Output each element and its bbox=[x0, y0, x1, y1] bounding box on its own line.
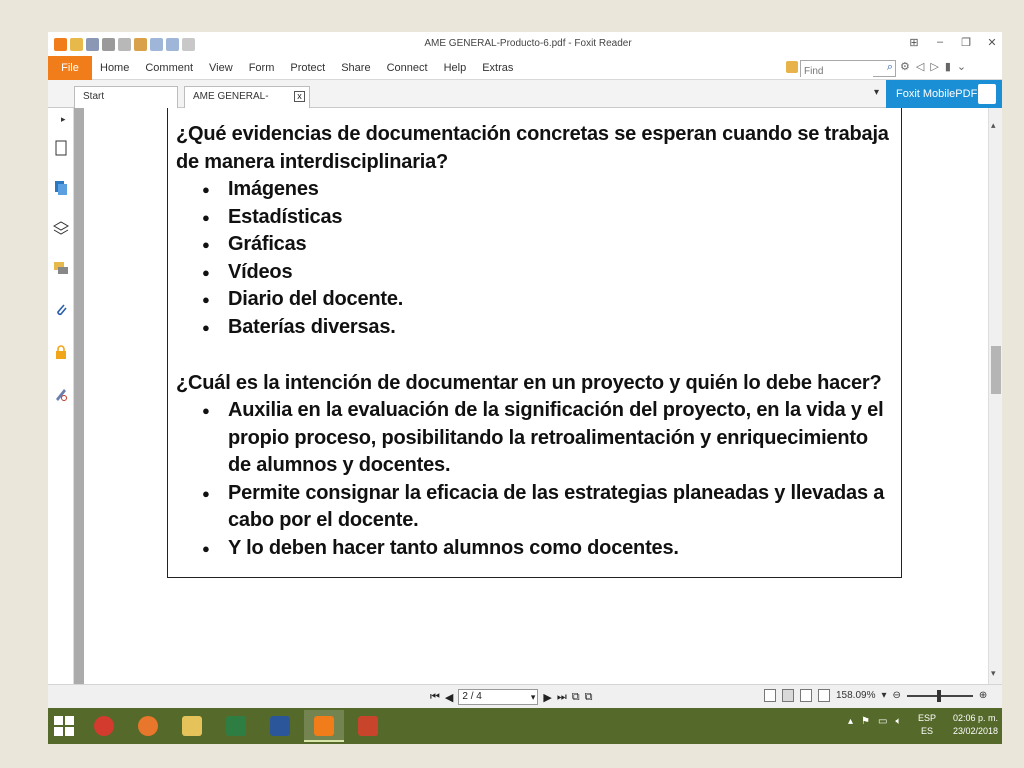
page-navigation bbox=[430, 689, 592, 705]
zoom-level[interactable]: 158.09% bbox=[836, 690, 876, 701]
menu-view[interactable]: View bbox=[209, 62, 233, 74]
redo-icon[interactable] bbox=[166, 38, 179, 51]
layers-icon[interactable] bbox=[53, 220, 69, 236]
open-icon[interactable] bbox=[70, 38, 83, 51]
window-title: AME GENERAL-Producto-6.pdf - Foxit Reader bbox=[424, 38, 632, 49]
previous-icon[interactable]: ◁ bbox=[915, 61, 925, 73]
pages-icon[interactable] bbox=[53, 180, 69, 196]
page-number-field[interactable]: 2 / 4 ▾ bbox=[458, 689, 538, 705]
taskbar-excel[interactable] bbox=[216, 710, 256, 742]
menu-comment[interactable]: Comment bbox=[145, 62, 194, 74]
tab-document[interactable] bbox=[184, 86, 310, 108]
customize-toolbar-icon[interactable] bbox=[182, 38, 195, 51]
skin-icon[interactable]: ▮ bbox=[944, 61, 951, 73]
clock[interactable] bbox=[944, 712, 998, 738]
single-page-icon[interactable] bbox=[764, 689, 776, 702]
list-item: ● Auxilia en la evaluación de la significación del proyecto, en la vida y el propio proceso, posibilitando la retroalimentación y enriquecimiento de alumnos y docentes. bbox=[200, 397, 895, 480]
zoom-controls bbox=[764, 689, 987, 702]
save-icon[interactable] bbox=[86, 38, 99, 51]
tab-document-label: AME GENERAL- bbox=[193, 91, 269, 102]
language-code: ESP bbox=[918, 713, 937, 723]
maximize-icon[interactable]: ❐ bbox=[961, 37, 971, 49]
taskbar-word[interactable] bbox=[260, 710, 300, 742]
previous-view-icon[interactable]: ⧉ bbox=[571, 690, 580, 703]
quick-access-toolbar bbox=[54, 36, 195, 52]
firefox-icon bbox=[138, 716, 158, 736]
comments-icon[interactable] bbox=[53, 260, 69, 276]
find-box bbox=[800, 60, 896, 77]
show-hidden-icons-icon[interactable]: ▴ bbox=[848, 716, 854, 727]
question-1: ¿Qué evidencias de documentación concretas se esperan cuando se trabaja de manera interdisciplinaria? bbox=[176, 123, 889, 173]
lock-icon[interactable] bbox=[53, 344, 69, 360]
facing-page-icon[interactable] bbox=[800, 689, 812, 702]
mobile-device-icon bbox=[978, 84, 996, 104]
menu-home[interactable]: Home bbox=[100, 62, 130, 74]
signature-icon[interactable] bbox=[53, 386, 69, 402]
zoom-out-icon[interactable]: ⊖ bbox=[892, 690, 901, 701]
foxit-mobilepdf-button[interactable] bbox=[886, 80, 1002, 108]
zoom-in-icon[interactable]: ⊕ bbox=[978, 690, 988, 701]
menu-help[interactable]: Help bbox=[443, 62, 467, 74]
chrome-icon bbox=[94, 716, 114, 736]
taskbar-foxit-reader[interactable] bbox=[304, 710, 344, 742]
excel-icon bbox=[226, 716, 246, 736]
document-tab-bar bbox=[48, 80, 1002, 108]
next-icon[interactable]: ▷ bbox=[930, 61, 939, 73]
first-page-icon[interactable]: ⏮ bbox=[430, 690, 440, 703]
window-controls bbox=[908, 36, 998, 49]
search-icon[interactable]: ⌕ bbox=[886, 61, 893, 73]
list-item: ● Baterías diversas. bbox=[200, 314, 895, 342]
scroll-down-icon[interactable]: ▾ bbox=[991, 668, 996, 678]
question-2: ¿Cuál es la intención de documentar en un proyecto y quién lo debe hacer? bbox=[176, 372, 882, 394]
taskbar-chrome[interactable] bbox=[84, 710, 124, 742]
intention-list bbox=[176, 397, 895, 562]
navigation-panel bbox=[48, 108, 74, 684]
scroll-up-icon[interactable]: ▴ bbox=[991, 120, 996, 130]
next-page-icon[interactable]: ▶ bbox=[543, 691, 552, 704]
foxit-reader-icon bbox=[314, 716, 334, 736]
input-language[interactable] bbox=[918, 712, 936, 738]
continuous-page-icon[interactable] bbox=[782, 689, 794, 702]
windows-start-icon[interactable] bbox=[54, 716, 74, 736]
attachment-icon[interactable] bbox=[53, 302, 69, 318]
menu-share[interactable]: Share bbox=[341, 62, 371, 74]
list-item: ● Y lo deben hacer tanto alumnos como docentes. bbox=[200, 535, 895, 563]
list-item: ● Imágenes bbox=[200, 176, 895, 204]
chevron-down-icon[interactable]: ▾ bbox=[874, 87, 880, 98]
last-page-icon[interactable]: ⏭ bbox=[556, 690, 567, 703]
settings-icon[interactable]: ⚙ bbox=[900, 61, 910, 73]
list-item: ● Vídeos bbox=[200, 259, 895, 287]
network-icon[interactable]: ▭ bbox=[878, 716, 888, 727]
tab-start[interactable] bbox=[74, 86, 178, 108]
menu-protect[interactable]: Protect bbox=[290, 62, 326, 74]
clock-date: 23/02/2018 bbox=[952, 726, 998, 736]
powerpoint-icon bbox=[358, 716, 378, 736]
list-item: ● Gráficas bbox=[200, 231, 895, 259]
menu-form[interactable]: Form bbox=[248, 62, 275, 74]
file-explorer-icon bbox=[182, 716, 202, 736]
pdf-page bbox=[84, 108, 988, 684]
close-tab-icon[interactable]: x bbox=[294, 91, 305, 102]
undo-icon[interactable] bbox=[150, 38, 163, 51]
windows-taskbar bbox=[48, 708, 1002, 744]
foxit-mobilepdf-label: Foxit MobilePDF bbox=[896, 88, 978, 100]
taskbar-powerpoint[interactable] bbox=[348, 710, 388, 742]
foxit-logo-icon bbox=[54, 38, 67, 51]
ribbon-menu-bar bbox=[48, 56, 1002, 80]
scrollbar-thumb[interactable] bbox=[991, 346, 1001, 394]
minimize-icon[interactable]: – bbox=[936, 36, 944, 48]
next-view-icon[interactable]: ⧉ bbox=[584, 690, 593, 703]
previous-page-icon[interactable]: ◀ bbox=[444, 691, 454, 704]
keyboard-layout: ES bbox=[921, 726, 934, 736]
expand-ribbon-icon[interactable]: ⌄ bbox=[956, 61, 967, 73]
document-viewport[interactable] bbox=[74, 108, 988, 684]
continuous-facing-icon[interactable] bbox=[818, 689, 830, 702]
flag-icon[interactable]: ⚑ bbox=[861, 716, 870, 727]
menu-extras[interactable]: Extras bbox=[482, 62, 514, 74]
system-tray bbox=[848, 716, 901, 727]
title-bar bbox=[48, 32, 1002, 56]
properties-icon[interactable] bbox=[118, 38, 131, 51]
tab-start-label: Start bbox=[83, 91, 105, 102]
page-thumbnail-icon[interactable] bbox=[53, 140, 69, 156]
find-options-icon[interactable] bbox=[786, 61, 798, 73]
vertical-scrollbar[interactable] bbox=[988, 108, 1002, 684]
close-icon[interactable]: ✕ bbox=[987, 37, 997, 49]
list-item: ● Estadísticas bbox=[200, 204, 895, 232]
expand-panel-icon[interactable]: ▸ bbox=[61, 114, 66, 124]
foxit-reader-window bbox=[48, 32, 1002, 744]
file-tab[interactable]: File bbox=[48, 56, 92, 80]
ribbon-right-tools bbox=[900, 60, 966, 73]
clock-time: 02:06 p. m. bbox=[952, 713, 998, 723]
menu-connect[interactable]: Connect bbox=[386, 62, 428, 74]
content-box bbox=[167, 108, 902, 578]
zoom-dropdown-icon[interactable]: ▾ bbox=[881, 690, 887, 701]
zoom-slider[interactable] bbox=[907, 695, 973, 697]
restore-ribbon-icon[interactable]: ⊞ bbox=[909, 37, 919, 49]
find-input[interactable] bbox=[801, 64, 873, 79]
status-bar bbox=[48, 684, 1002, 708]
zoom-slider-handle[interactable] bbox=[937, 690, 941, 702]
evidence-list bbox=[176, 176, 895, 341]
list-item: ● Diario del docente. bbox=[200, 286, 895, 314]
volume-icon[interactable]: 🔈︎ bbox=[895, 716, 902, 727]
word-icon bbox=[270, 716, 290, 736]
hand-tool-icon[interactable] bbox=[134, 38, 147, 51]
print-icon[interactable] bbox=[102, 38, 115, 51]
taskbar-file-explorer[interactable] bbox=[172, 710, 212, 742]
ribbon-tabs bbox=[92, 56, 521, 80]
list-item: ● Permite consignar la eficacia de las estrategias planeadas y llevadas a cabo por el docente. bbox=[200, 480, 895, 535]
taskbar-firefox[interactable] bbox=[128, 710, 168, 742]
